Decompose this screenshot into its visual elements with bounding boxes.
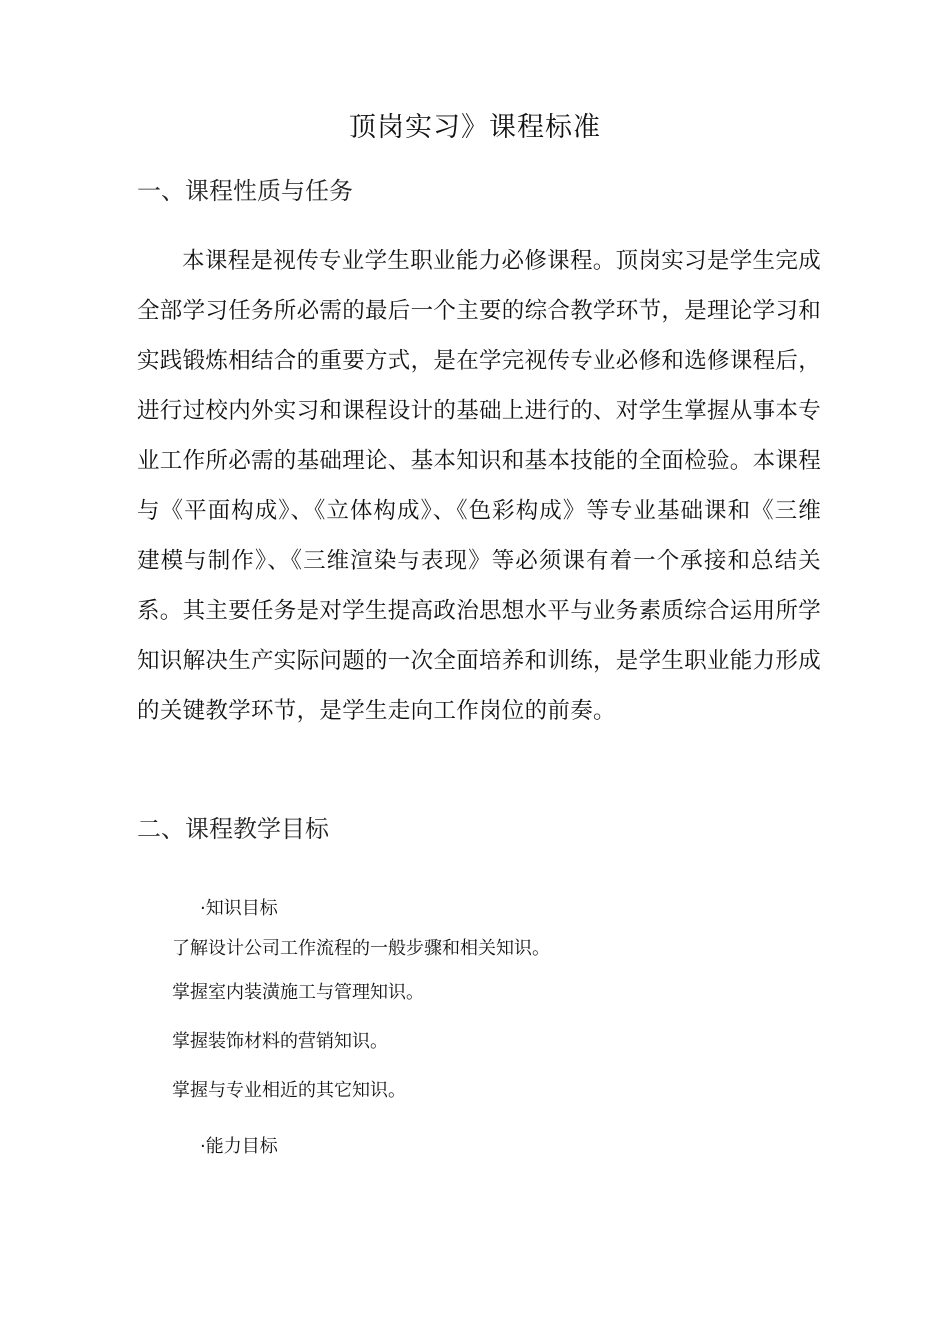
knowledge-goal-item: 掌握室内装潢施工与管理知识。 <box>172 982 424 1003</box>
knowledge-goal-item: 掌握与专业相近的其它知识。 <box>172 1080 406 1101</box>
subheading-knowledge-goals: ·知识目标 <box>200 898 278 919</box>
section-heading-teaching-goals: 二、课程教学目标 <box>137 815 329 843</box>
knowledge-goal-item: 掌握装饰材料的营销知识。 <box>172 1031 388 1052</box>
document-title: 顶岗实习》课程标准 <box>349 112 601 143</box>
knowledge-goal-item: 了解设计公司工作流程的一般步骤和相关知识。 <box>172 938 550 959</box>
subheading-ability-goals: ·能力目标 <box>200 1136 278 1157</box>
section-heading-course-nature: 一、课程性质与任务 <box>137 177 353 205</box>
course-nature-paragraph: 本课程是视传专业学生职业能力必修课程。顶岗实习是学生完成全部学习任务所必需的最后一个主要的综合教学环节，是理论学习和实践锻炼相结合的重要方式，是在学完视传专业必修和选修课程后，进行过校内外实习和课程设计的基础上进行的、对学生掌握从事本专业工作所必需的基础理论、基本知识和基本技能的全面检验。本课程与《平面构成》、《立体构成》、《色彩构成》等专业基础课和《三维建模与制作》、《三维渲染与表现》等必须课有着一个承接和总结关系。其主要任务是对学生提高政治思想水平与业务素质综合运用所学知识解决生产实际问题的一次全面培养和训练，是学生职业能力形成的关键教学环节，是学生走向工作岗位的前奏。 <box>137 248 822 724</box>
